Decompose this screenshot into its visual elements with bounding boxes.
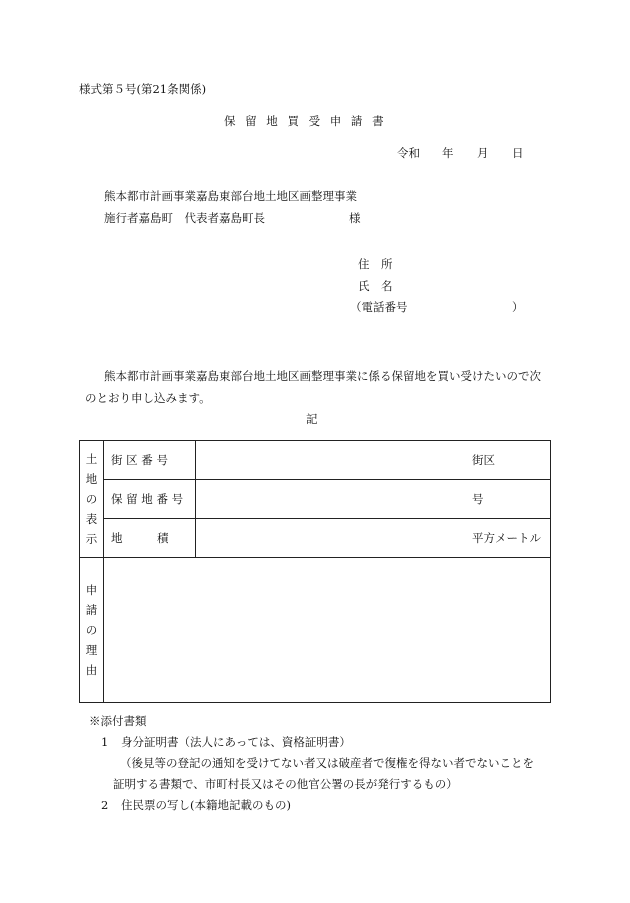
attachment-2-text: 住民票の写し(本籍地記載のもの): [121, 798, 291, 812]
area-label: 地 積: [104, 519, 196, 558]
ki-heading: 記: [306, 412, 318, 426]
reason-field[interactable]: [104, 558, 551, 703]
reason-header: [80, 558, 104, 703]
reserved-land-number-field[interactable]: [196, 480, 551, 519]
reason-header-char: 申: [85, 583, 98, 597]
name-label: 氏 名: [358, 279, 393, 293]
attachments-heading: ※添付書類: [89, 714, 147, 728]
table-row: [80, 519, 551, 558]
land-header-char: 地: [85, 472, 98, 486]
land-display-header: [80, 441, 104, 558]
date-day: 日: [512, 146, 524, 160]
land-header-char: の: [85, 492, 98, 506]
area-field[interactable]: [196, 519, 551, 558]
attachment-1-note-line2: 証明する書類で、市町村長又はその他官公署の長が発行するもの）: [113, 777, 458, 791]
reason-header-char: の: [85, 623, 98, 637]
block-number-unit: 街区: [472, 453, 495, 467]
attachment-1-text: 身分証明書（法人にあっては、資格証明書）: [121, 735, 351, 749]
area-unit: 平方メートル: [472, 531, 541, 545]
addressee-project: 熊本都市計画事業嘉島東部台地土地区画整理事業: [104, 189, 357, 203]
table-row: [80, 441, 551, 480]
attachment-2-number: 2: [101, 798, 109, 812]
document-title: 保 留 地 買 受 申 請 書: [224, 114, 387, 128]
form-number: 様式第５号(第21条関係): [79, 82, 207, 96]
block-number-field[interactable]: [196, 441, 551, 480]
table-row: [80, 558, 551, 703]
addressee-honorific: 様: [349, 211, 361, 225]
reserved-land-number-label: 保 留 地 番 号: [104, 480, 196, 519]
date-year: 年: [442, 146, 454, 160]
date-era: 令和: [397, 146, 420, 160]
addressee-representative: 施行者嘉島町 代表者嘉島町長: [104, 211, 265, 225]
date-month: 月: [477, 146, 489, 160]
phone-close-paren: ）: [512, 300, 524, 314]
attachment-1-number: 1: [101, 735, 109, 749]
reason-header-char: 由: [85, 663, 98, 677]
reason-header-char: 請: [85, 603, 98, 617]
phone-label: （電話番号: [350, 300, 408, 314]
land-header-char: 示: [85, 532, 98, 546]
attachment-1-note-line1: （後見等の登記の通知を受けてない者又は破産者で復権を得ない者でないことを: [120, 756, 534, 770]
land-header-char: 土: [85, 452, 98, 466]
body-text-line2: のとおり申し込みます。: [85, 391, 211, 405]
reason-header-char: 理: [85, 643, 98, 657]
land-header-char: 表: [85, 512, 98, 526]
reserved-land-number-unit: 号: [472, 492, 484, 506]
table-row: [80, 480, 551, 519]
block-number-label: 街 区 番 号: [104, 441, 196, 480]
address-label: 住 所: [358, 257, 393, 271]
body-text-line1: 熊本都市計画事業嘉島東部台地土地区画整理事業に係る保留地を買い受けたいので次: [104, 369, 541, 383]
land-table: [79, 440, 551, 703]
